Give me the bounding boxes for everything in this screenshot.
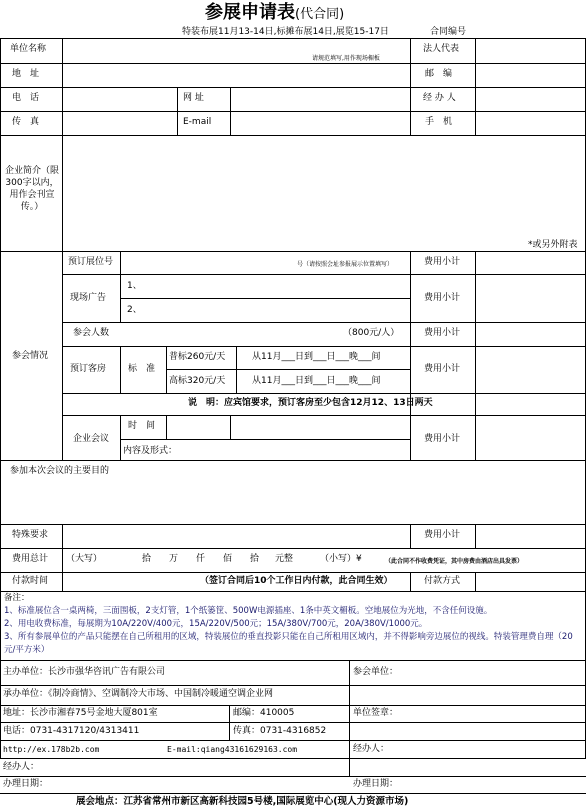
attendee-fee-field[interactable]: [476, 323, 585, 345]
contact-person-label: 经 办 人: [423, 93, 456, 103]
purpose-label: 参加本次会议的主要目的: [10, 466, 110, 476]
hotel-note-text: 应宾馆要求，预订客房至少包含12月12、13日两天: [224, 398, 433, 408]
payment-method-field[interactable]: [476, 573, 585, 590]
ad-fee-label: 费用小计: [424, 293, 461, 303]
date-left-label: 办理日期：: [3, 779, 49, 789]
payment-terms: （签订合同后10个工作日内付款，此合同生效）: [200, 576, 393, 586]
total-note: （此合同不作收费凭证，其中房费由酒店出具发票）: [385, 558, 524, 565]
organizer-fax: 传真：0731-4316852: [233, 726, 327, 736]
venue-address: 展会地点：江苏省常州市新区高新科技园5号楼,国际展览中心(现人力资源市场): [76, 796, 409, 807]
booth-fee-label: 费用小计: [424, 257, 461, 267]
ad-item-1: 1、: [127, 281, 142, 291]
ad-fee-field[interactable]: [476, 275, 585, 321]
meeting-time-label: 时 间: [128, 421, 156, 431]
contact-person-field[interactable]: [476, 88, 585, 110]
participant-unit-label: 参会单位：: [353, 667, 399, 677]
title-suffix: (代合同): [295, 7, 345, 22]
unit-name-label: 单位名称: [10, 44, 47, 54]
hotel-label: 预订客房: [70, 364, 107, 374]
regular-room-label: 普标260元/天: [169, 352, 226, 362]
total-xiaoxie-label: （小写）¥: [320, 554, 362, 564]
premium-room-label: 高标320元/天: [169, 376, 226, 386]
mobile-field[interactable]: [476, 112, 585, 134]
organizer-email[interactable]: E-mail:qiang43161629163.com: [167, 745, 298, 754]
email-label: E-mail: [183, 117, 212, 127]
total-unit-bai: 佰: [223, 554, 233, 564]
hotel-note-label: 说 明：: [188, 398, 225, 408]
hotel-fee-label: 费用小计: [424, 364, 461, 374]
remark-line-1: 1、标准展位含一桌两椅，三面围板，2支灯管，1个纸篓筐、500W电源插座、1条中英文楣板。空地展位为光地，不含任何设施。: [4, 606, 493, 616]
booth-label: 预订展位号: [68, 257, 114, 267]
total-amount-field[interactable]: [63, 549, 383, 571]
legal-rep-label: 法人代表: [423, 44, 460, 54]
phone-field[interactable]: [63, 88, 176, 110]
premium-room-dates[interactable]: 从11月___日到___日___晚___间: [252, 376, 381, 386]
attendee-fee-label: 费用小计: [424, 328, 461, 338]
attendee-price: （800元/人）: [343, 328, 400, 338]
attendees-field[interactable]: [121, 323, 341, 345]
mobile-label: 手 机: [425, 117, 453, 127]
regular-room-dates[interactable]: 从11月___日到___日___晚___间: [252, 352, 381, 362]
special-request-field[interactable]: [63, 525, 409, 547]
organizer-postcode: 邮编：410005: [233, 708, 295, 718]
phone-label: 电 话: [12, 93, 40, 103]
hotel-note: [188, 398, 433, 409]
co-host-unit: 承办单位：《制冷商情》、空调制冷大市场、中国制冷暖通空调企业网: [3, 689, 274, 699]
total-unit-wan: 万: [169, 554, 179, 564]
postcode-label: 邮 编: [425, 69, 453, 79]
meeting-content-label: 内容及形式：: [123, 446, 178, 456]
meeting-label: 企业会议: [73, 434, 110, 444]
meeting-time-field-2[interactable]: [231, 416, 409, 438]
special-request-label: 特殊要求: [12, 530, 49, 540]
booth-hint: 号（请按照会址参报展示位置填写）: [297, 261, 394, 268]
onsite-ad-label: 现场广告: [70, 293, 107, 303]
seal-label: 单位签章：: [353, 708, 399, 718]
legal-rep-field[interactable]: [476, 39, 585, 62]
email-field[interactable]: [231, 112, 409, 134]
total-unit-shi: 拾: [250, 554, 260, 564]
address-label: 地 址: [12, 69, 40, 79]
ad-item-2: 2、: [127, 305, 142, 315]
total-fee-label: 费用总计: [12, 554, 49, 564]
contract-number-label: 合同编号: [430, 27, 467, 37]
organizer-website[interactable]: http://ex.178b2b.com: [3, 745, 100, 754]
meeting-time-field[interactable]: [167, 416, 229, 438]
special-fee-label: 费用小计: [424, 530, 461, 540]
remarks-label: 备注：: [4, 593, 30, 603]
hotel-fee-field[interactable]: [476, 347, 585, 392]
organizer-address: 地址：长沙市湘春75号金地大厦801室: [3, 708, 158, 718]
company-intro-label: 企业简介（限300字以内，用作会刊宣传。）: [4, 166, 59, 212]
participation-section-label: 参会情况: [12, 351, 49, 361]
remark-line-3: 3、所有参展单位的产品只能摆在自己所租用的区域，特装展位的垂直投影只能在自己所租用区域内，并不得影响旁边展位的视线。特装管理费自理（20元/平方米）: [4, 632, 573, 655]
website-field[interactable]: [231, 88, 409, 110]
meeting-content-field[interactable]: [178, 440, 409, 459]
payment-time-label: 付款时间: [12, 576, 49, 586]
handler-left-label: 经办人：: [3, 762, 40, 772]
total-unit-shi-wan: 拾: [142, 554, 152, 564]
address-field[interactable]: [63, 64, 409, 86]
attendees-label: 参会人数: [73, 328, 110, 338]
fax-field[interactable]: [63, 112, 176, 134]
exhibition-schedule: 特装布展11月13-14日,标摊布展14日,展览15-17日: [182, 27, 389, 37]
date-right-label: 办理日期：: [353, 779, 399, 789]
meeting-fee-field[interactable]: [476, 416, 585, 459]
standard-label: 标 准: [128, 364, 156, 374]
ad-item-2-field[interactable]: [140, 299, 409, 321]
special-fee-field[interactable]: [476, 525, 585, 547]
title-main: 参展申请表: [205, 2, 295, 23]
remarks: [4, 592, 582, 657]
meeting-fee-label: 费用小计: [424, 434, 461, 444]
host-unit: 主办单位：长沙市强华咨讯广告有限公司: [3, 667, 166, 677]
total-daxie-label: （大写）: [66, 554, 103, 564]
postcode-field[interactable]: [476, 64, 585, 86]
fax-label: 传 真: [12, 117, 40, 127]
remark-line-2: 2、用电收费标准，每展期为10A/220V/400元，15A/220V/500元；15A/380V/700元，20A/380V/1000元。: [4, 619, 428, 629]
handler-right-label: 经办人：: [353, 744, 390, 754]
payment-method-label: 付款方式: [424, 576, 461, 586]
page-title: [205, 2, 344, 26]
booth-fee-field[interactable]: [476, 252, 585, 273]
total-unit-qian: 仟: [196, 554, 206, 564]
organizer-phone: 电话：0731-4317120/4313411: [3, 726, 140, 736]
ad-item-1-field[interactable]: [140, 275, 409, 297]
website-label: 网 址: [183, 93, 204, 103]
unit-name-hint: 请规范填写,用作现场楣板: [312, 55, 380, 62]
attach-note: *或另外附表: [528, 240, 578, 250]
purpose-field[interactable]: [1, 479, 585, 523]
total-unit-yuan: 元整: [275, 554, 294, 564]
company-intro-field[interactable]: [63, 136, 585, 236]
booth-number-field[interactable]: [121, 252, 296, 273]
